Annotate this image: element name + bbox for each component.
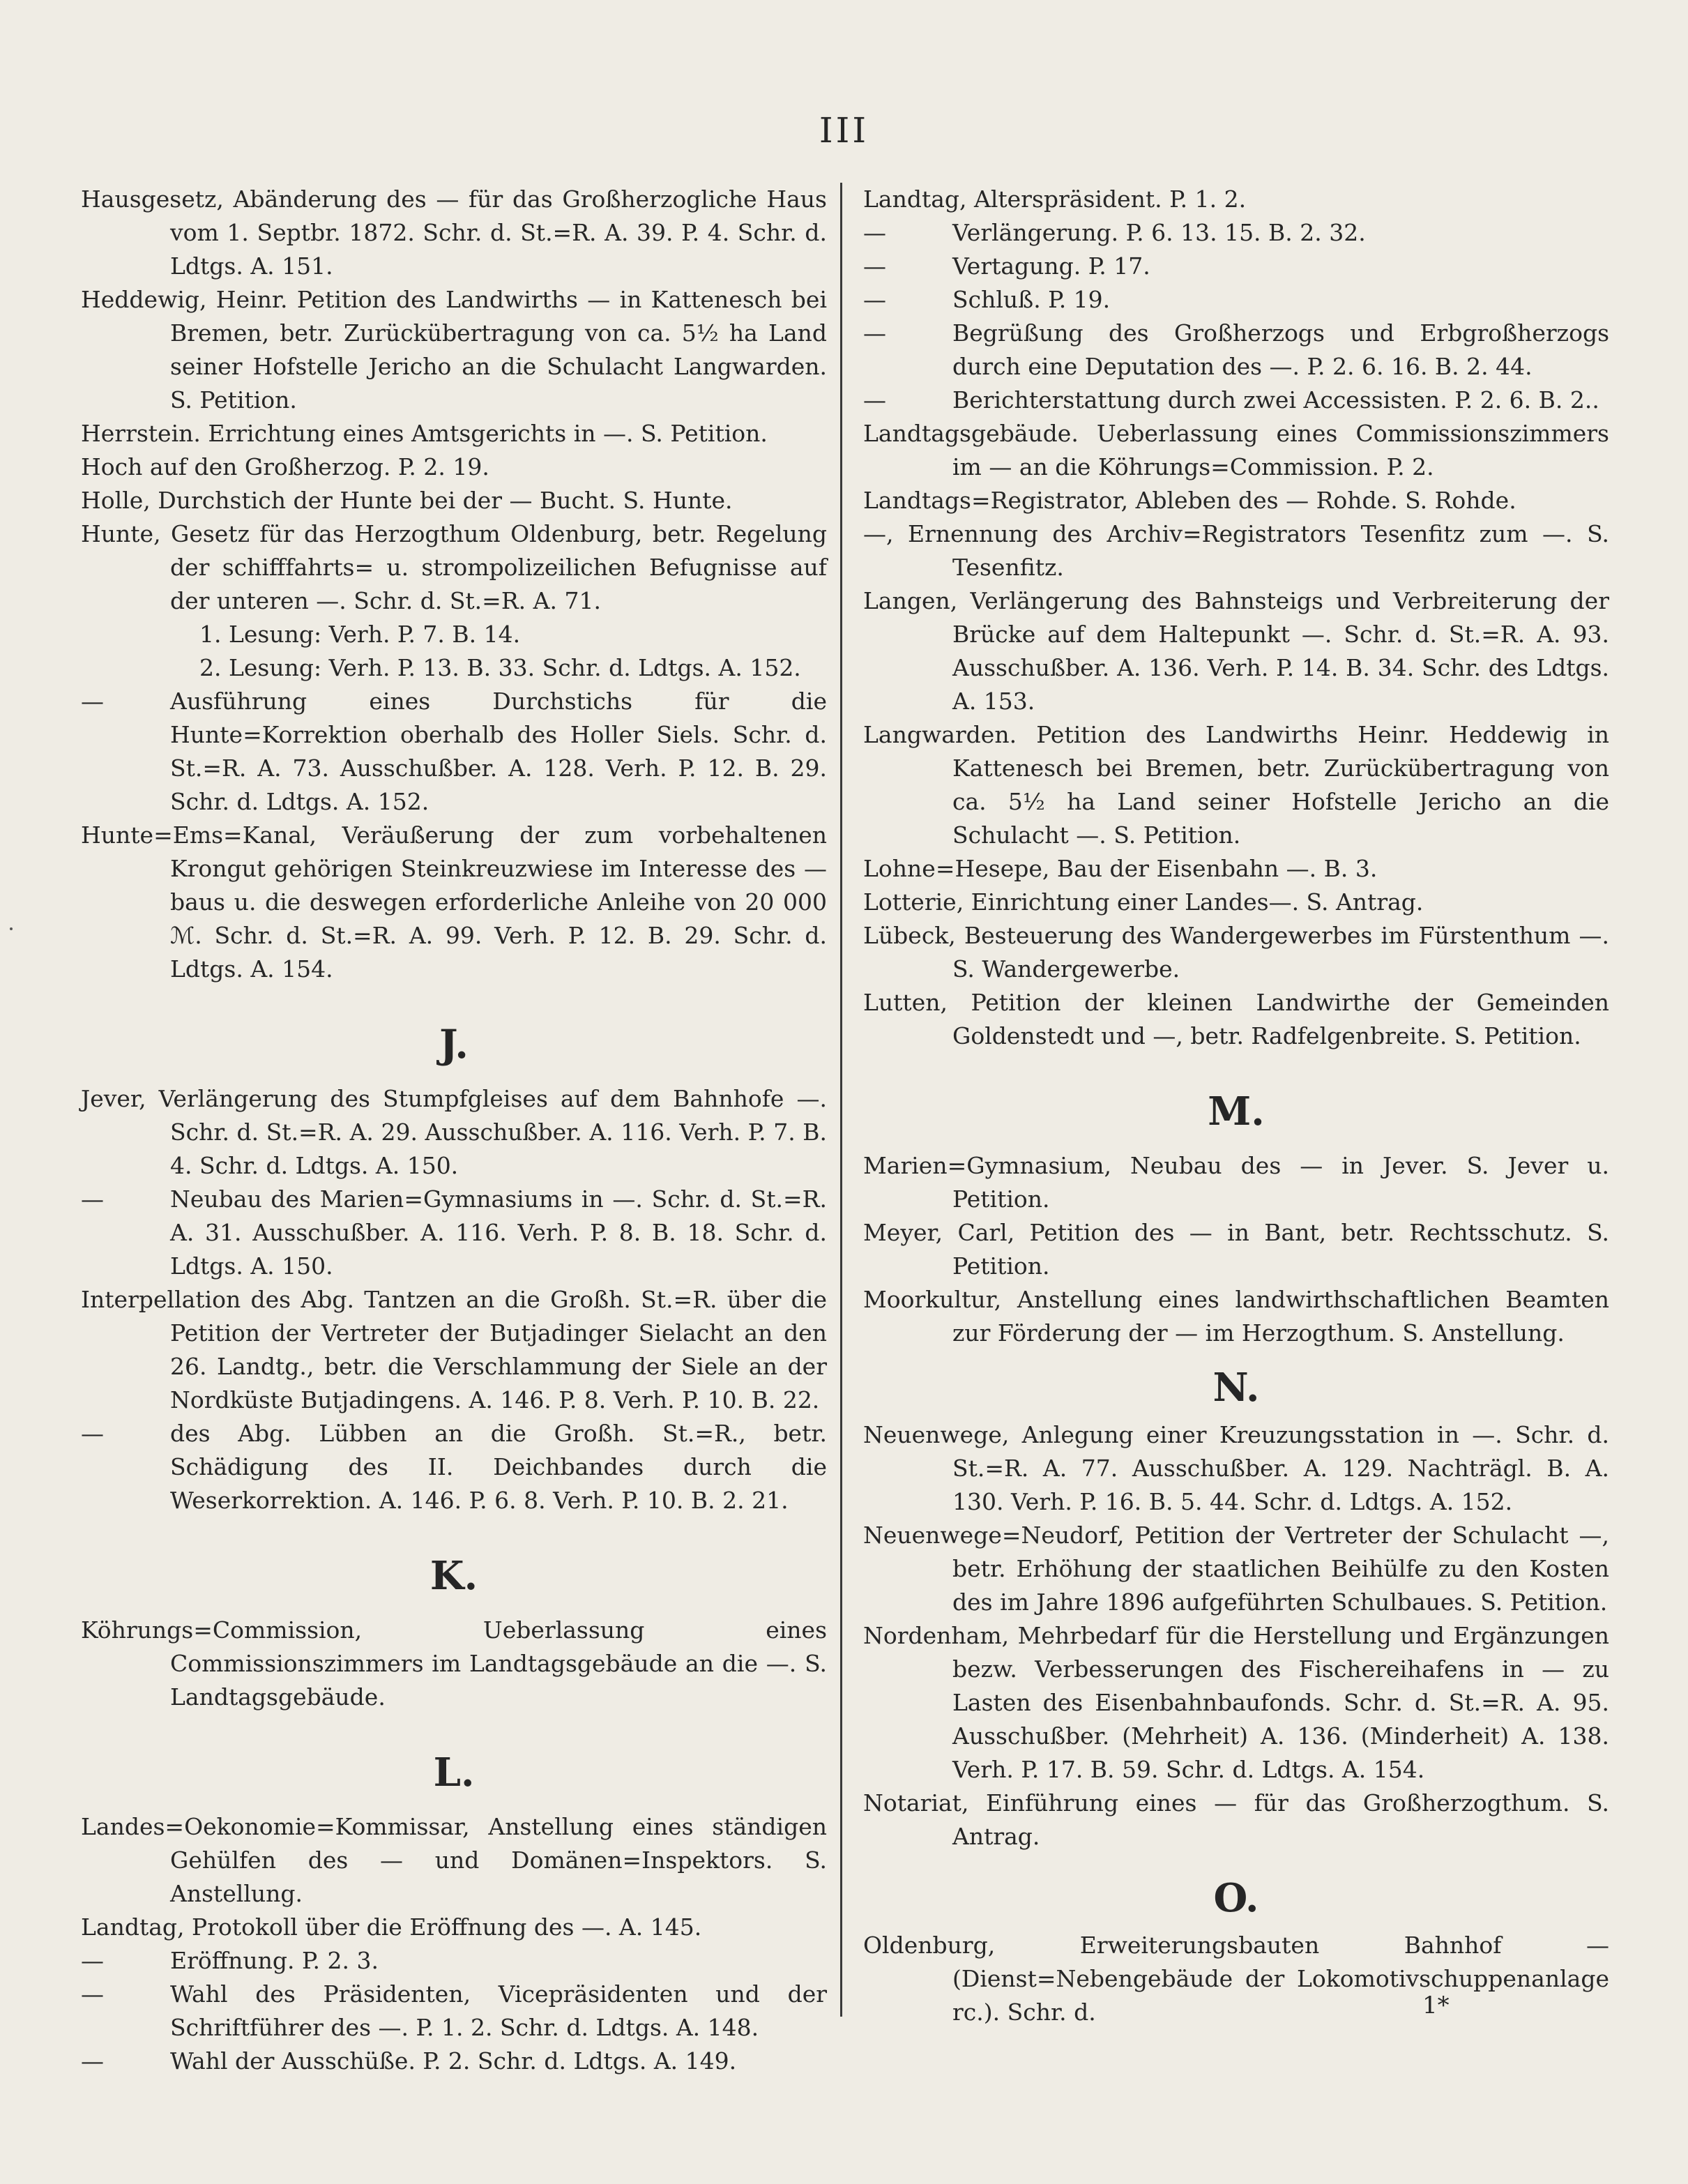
index-entry: Meyer, Carl, Petition des — in Bant, betr. Rechtsschutz. S. Petition.: [863, 1219, 1609, 1280]
dash-mark: —: [81, 1947, 104, 1974]
index-subentry: — Ausführung eines Durchstichs für die Hunte=Korrektion oberhalb des Holler Siels. Schr. d. St.=R. A. 73. Ausschußber. A. 128. Verh. P. 12. B. 29. Schr. d. Ldtgs. A. 152.: [81, 685, 827, 819]
index-entry: Landtag, Alterspräsident. P. 1. 2.: [863, 185, 1247, 213]
section-letter-n: N.: [1212, 1365, 1260, 1411]
index-subentry: — Berichterstattung durch zwei Accessisten. P. 2. 6. B. 2..: [863, 384, 1609, 417]
index-subentry: — Vertagung. P. 17.: [863, 250, 1609, 283]
index-entry: Neuenwege=Neudorf, Petition der Vertreter der Schulacht —, betr. Erhöhung der staatlichen Beihülfe zu den Kosten des im Jahre 1896 aufgeführten Schulbaues. S. Petition.: [863, 1522, 1609, 1616]
index-entry: Landes=Oekonomie=Kommissar, Anstellung eines ständigen Gehülfen des — und Domänen=Inspektors. S. Anstellung.: [81, 1813, 827, 1907]
index-entry: Notariat, Einführung eines — für das Großherzogthum. S. Antrag.: [863, 1789, 1609, 1850]
dash-mark: —: [863, 219, 886, 246]
index-subentry: — Wahl der Ausschüße. P. 2. Schr. d. Ldtgs. A. 149.: [81, 2045, 827, 2078]
index-subentry: — Verlängerung. P. 6. 13. 15. B. 2. 32.: [863, 216, 1609, 250]
index-entry: Langen, Verlängerung des Bahnsteigs und Verbreiterung der Brücke auf dem Haltepunkt —. Schr. d. St.=R. A. 93. Ausschußber. A. 136. Verh. P. 14. B. 34. Schr. des Ldtgs. A. 153.: [863, 587, 1609, 715]
index-entry: Nordenham, Mehrbedarf für die Herstellung und Ergänzungen bezw. Verbesserungen des Fischereihafens in — zu Lasten des Eisenbahnbaufonds. Schr. d. St.=R. A. 95. Ausschußber. (Mehrheit) A. 136. (Minderheit) A. 138. Verh. P. 17. B. 59. Schr. d. Ldtgs. A. 154.: [863, 1622, 1609, 1783]
left-column: [81, 183, 827, 2078]
index-entry: Oldenburg, Erweiterungsbauten Bahnhof — (Dienst=Nebengebäude der Lokomotivschuppenanlage rc.). Schr. d.: [863, 1932, 1609, 2026]
index-entry: Jever, Verlängerung des Stumpfgleises auf dem Bahnhofe —. Schr. d. St.=R. A. 29. Ausschußber. A. 116. Verh. P. 7. B. 4. Schr. d. Ldtgs. A. 150.: [81, 1085, 827, 1179]
dash-mark: —: [863, 386, 886, 414]
signature-mark: 1*: [1422, 1992, 1450, 2019]
index-entry: Lutten, Petition der kleinen Landwirthe der Gemeinden Goldenstedt und —, betr. Radfelgenbreite. S. Petition.: [863, 989, 1609, 1049]
index-entry: Langwarden. Petition des Landwirths Heinr. Heddewig in Kattenesch bei Bremen, betr. Zurückübertragung von ca. 5½ ha Land seiner Hofstelle Jericho an die Schulacht —. S. Petition.: [863, 721, 1609, 849]
index-entry: Lotterie, Einrichtung einer Landes—. S. Antrag.: [863, 888, 1424, 916]
index-entry: Moorkultur, Anstellung eines landwirthschaftlichen Beamten zur Förderung der — im Herzogthum. S. Anstellung.: [863, 1286, 1609, 1347]
index-entry: Holle, Durchstich der Hunte bei der — Bucht. S. Hunte.: [81, 487, 733, 514]
index-entry: Heddewig, Heinr. Petition des Landwirths — in Kattenesch bei Bremen, betr. Zurückübertragung von ca. 5½ ha Land seiner Hofstelle Jericho an die Schulacht Langwarden. S. Petition.: [81, 286, 827, 414]
dash-mark: —: [81, 1420, 104, 1447]
section-letter-k: K.: [429, 1553, 478, 1599]
page-number: III: [819, 110, 869, 151]
index-entry: Neuenwege, Anlegung einer Kreuzungsstation in —. Schr. d. St.=R. A. 77. Ausschußber. A. 129. Nachträgl. B. A. 130. Verh. P. 16. B. 5. 44. Schr. d. Ldtgs. A. 152.: [863, 1421, 1609, 1515]
column-divider: [840, 183, 842, 2017]
index-subentry: — Schluß. P. 19.: [863, 283, 1609, 317]
index-entry: Landtags=Registrator, Ableben des — Rohde. S. Rohde.: [863, 487, 1516, 514]
index-subentry: — Wahl des Präsidenten, Vicepräsidenten und der Schriftführer des —. P. 1. 2. Schr. d. Ldtgs. A. 148.: [81, 1978, 827, 2045]
index-subentry: — Neubau des Marien=Gymnasiums in —. Schr. d. St.=R. A. 31. Ausschußber. A. 116. Verh. P. 8. B. 18. Schr. d. Ldtgs. A. 150.: [81, 1183, 827, 1283]
index-entry: Lohne=Hesepe, Bau der Eisenbahn —. B. 3.: [863, 855, 1378, 882]
index-subline: 1. Lesung: Verh. P. 7. B. 14.: [199, 621, 521, 648]
scan-speck: [10, 927, 13, 930]
dash-mark: —: [81, 688, 104, 715]
index-subentry: — Eröffnung. P. 2. 3.: [81, 1944, 827, 1978]
index-subline: 2. Lesung: Verh. P. 13. B. 33. Schr. d. Ldtgs. A. 152.: [199, 654, 801, 681]
section-letter-m: M.: [1208, 1089, 1265, 1135]
dash-mark: —: [863, 252, 886, 280]
dash-mark: —: [863, 286, 886, 313]
section-letter-l: L.: [433, 1750, 475, 1796]
index-entry: Landtagsgebäude. Ueberlassung eines Commissionszimmers im — an die Köhrungs=Commission. P. 2.: [863, 420, 1609, 480]
index-entry: Herrstein. Errichtung eines Amtsgerichts in —. S. Petition.: [81, 420, 768, 447]
index-entry: —, Ernennung des Archiv=Registrators Tesenfitz zum —. S. Tesenfitz.: [863, 520, 1609, 581]
right-column: [863, 183, 1609, 2029]
index-entry: Landtag, Protokoll über die Eröffnung des —. A. 145.: [81, 1913, 702, 1941]
index-entry: Köhrungs=Commission, Ueberlassung eines Commissionszimmers im Landtagsgebäude an die —. S. Landtagsgebäude.: [81, 1616, 827, 1711]
dash-mark: —: [863, 319, 886, 347]
dash-mark: —: [81, 1185, 104, 1213]
index-entry: Interpellation des Abg. Tantzen an die Großh. St.=R. über die Petition der Vertreter der Butjadinger Sielacht an den 26. Landtg., betr. die Verschlammung der Siele an der Nordküste Butjadingens. A. 146. P. 8. Verh. P. 10. B. 22.: [81, 1286, 827, 1413]
index-entry: Hunte=Ems=Kanal, Veräußerung der zum vorbehaltenen Krongut gehörigen Steinkreuzwiese im Interesse des —baus u. die deswegen erforderliche Anleihe von 20 000 ℳ. Schr. d. St.=R. A. 99. Verh. P. 12. B. 29. Schr. d. Ldtgs. A. 154.: [81, 821, 827, 983]
index-entry: Hausgesetz, Abänderung des — für das Großherzogliche Haus vom 1. Septbr. 1872. Schr. d. St.=R. A. 39. P. 4. Schr. d. Ldtgs. A. 151.: [81, 185, 827, 280]
section-letter-j: J.: [439, 1022, 469, 1068]
index-entry: Hoch auf den Großherzog. P. 2. 19.: [81, 453, 489, 480]
dash-mark: —: [81, 2047, 104, 2075]
index-entry: Marien=Gymnasium, Neubau des — in Jever. S. Jever u. Petition.: [863, 1152, 1609, 1213]
section-letter-o: O.: [1213, 1875, 1259, 1921]
dash-mark: —: [81, 1980, 104, 2008]
index-entry: Lübeck, Besteuerung des Wandergewerbes im Fürstenthum —. S. Wandergewerbe.: [863, 922, 1609, 983]
index-entry: Hunte, Gesetz für das Herzogthum Oldenburg, betr. Regelung der schifffahrts= u. strompolizeilichen Befugnisse auf der unteren —. Schr. d. St.=R. A. 71.: [81, 520, 827, 614]
index-subentry: — Begrüßung des Großherzogs und Erbgroßherzogs durch eine Deputation des —. P. 2. 6. 16. B. 2. 44.: [863, 317, 1609, 384]
index-subentry: — des Abg. Lübben an die Großh. St.=R., betr. Schädigung des II. Deichbandes durch die Weserkorrektion. A. 146. P. 6. 8. Verh. P. 10. B. 2. 21.: [81, 1417, 827, 1517]
